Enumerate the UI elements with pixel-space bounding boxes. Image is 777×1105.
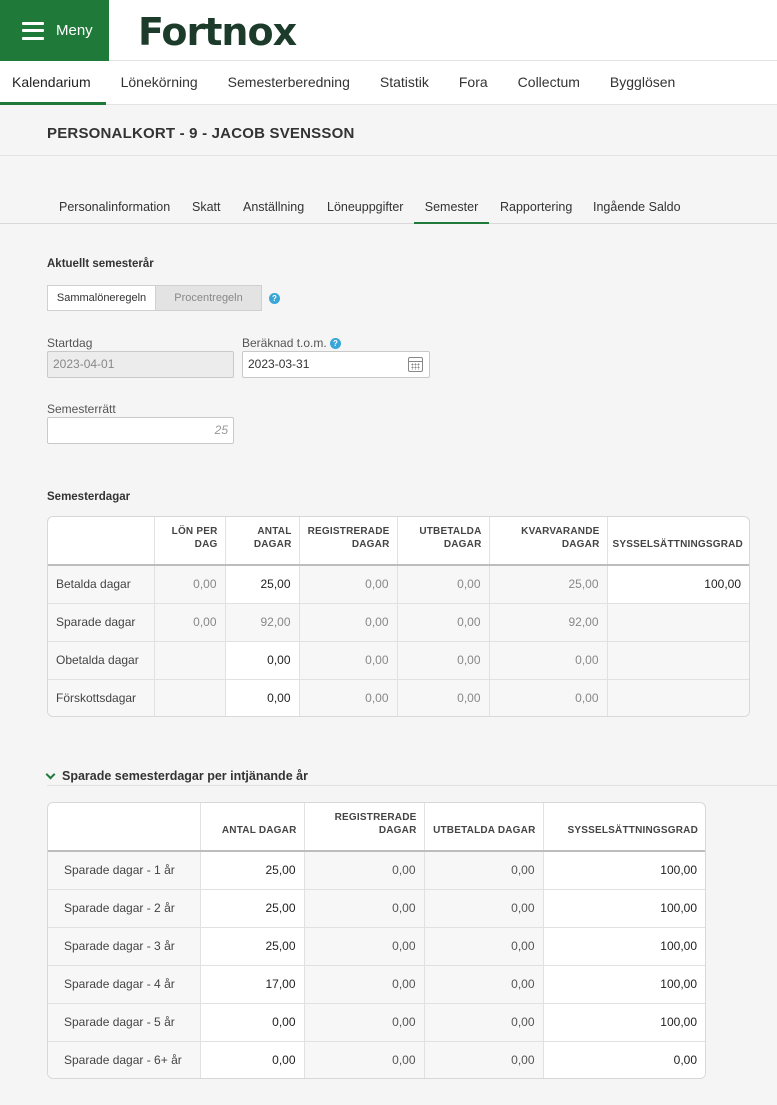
tab-loneuppgifter[interactable]: Löneuppgifter <box>327 200 404 214</box>
table-row <box>48 1041 705 1079</box>
row-label: Förskottsdagar <box>48 679 154 717</box>
cell: 0,00 <box>304 927 424 965</box>
tab-personalinformation[interactable]: Personalinformation <box>59 200 171 214</box>
cell <box>607 679 749 717</box>
chevron-down-icon <box>46 769 56 779</box>
saved-days-heading: Sparade semesterdagar per intjänande år <box>62 769 308 783</box>
calendar-icon[interactable] <box>408 357 423 372</box>
cell: 25,00 <box>489 565 607 603</box>
cell-input[interactable]: 0,00 <box>543 1041 705 1079</box>
cell: 0,00 <box>397 603 489 641</box>
col-header <box>48 803 200 851</box>
row-label: Obetalda dagar <box>48 641 154 679</box>
col-header: LÖN PER DAG <box>154 517 225 565</box>
row-label: Sparade dagar - 3 år <box>48 927 200 965</box>
toggle-sammaloneregeln[interactable]: Sammalöneregeln <box>47 285 156 311</box>
main-nav <box>0 61 777 105</box>
sub-tabs <box>0 193 777 224</box>
calc-date-field[interactable] <box>242 351 430 378</box>
cell <box>607 641 749 679</box>
cell: 0,00 <box>299 603 397 641</box>
entitlement-field[interactable]: 25 <box>47 417 234 444</box>
cell: 0,00 <box>299 679 397 717</box>
table-row <box>48 641 749 679</box>
row-label: Sparade dagar - 5 år <box>48 1003 200 1041</box>
tab-semester[interactable]: Semester <box>414 193 489 224</box>
cell-input[interactable]: 100,00 <box>543 851 705 889</box>
table-row <box>48 889 705 927</box>
col-header: REGISTRERADE DAGAR <box>299 517 397 565</box>
table-row <box>48 603 749 641</box>
menu-button[interactable] <box>0 0 109 61</box>
cell <box>154 641 225 679</box>
cell <box>607 603 749 641</box>
row-label: Sparade dagar - 6+ år <box>48 1041 200 1079</box>
row-label: Sparade dagar - 4 år <box>48 965 200 1003</box>
col-header: KVARVARANDE DAGAR <box>489 517 607 565</box>
tab-rapportering[interactable]: Rapportering <box>500 200 573 214</box>
cell-input[interactable]: 0,00 <box>225 679 299 717</box>
cell: 0,00 <box>299 565 397 603</box>
start-date-field: 2023-04-01 <box>47 351 234 378</box>
cell: 0,00 <box>424 1041 543 1079</box>
cell-input[interactable]: 17,00 <box>200 965 304 1003</box>
col-header: UTBETALDA DAGAR <box>424 803 543 851</box>
table-row <box>48 927 705 965</box>
cell-input[interactable]: 100,00 <box>543 965 705 1003</box>
cell: 0,00 <box>304 965 424 1003</box>
question-icon[interactable]: ? <box>330 338 341 349</box>
cell: 0,00 <box>154 565 225 603</box>
cell <box>154 679 225 717</box>
tab-anstallning[interactable]: Anställning <box>243 200 305 214</box>
vacation-days-heading: Semesterdagar <box>47 491 131 503</box>
cell-input[interactable]: 25,00 <box>200 851 304 889</box>
table-row <box>48 1003 705 1041</box>
cell-input[interactable]: 0,00 <box>225 641 299 679</box>
cell: 0,00 <box>154 603 225 641</box>
hamburger-icon <box>22 22 44 40</box>
top-bar <box>0 0 777 61</box>
col-header: ANTAL DAGAR <box>225 517 299 565</box>
row-label: Sparade dagar - 2 år <box>48 889 200 927</box>
col-header: UTBETALDA DAGAR <box>397 517 489 565</box>
nav-lonekorning[interactable]: Lönekörning <box>120 74 198 90</box>
calc-label: Beräknad t.o.m. <box>242 336 327 350</box>
divider <box>47 785 777 786</box>
cell: 92,00 <box>225 603 299 641</box>
nav-bygglosen[interactable]: Bygglösen <box>609 74 676 90</box>
cell-input[interactable]: 25,00 <box>225 565 299 603</box>
cell-input[interactable]: 100,00 <box>543 889 705 927</box>
col-header: ANTAL DAGAR <box>200 803 304 851</box>
cell: 0,00 <box>304 1003 424 1041</box>
question-icon[interactable]: ? <box>269 293 280 304</box>
col-header: SYSSELSÄTTNINGSGRAD <box>607 517 749 565</box>
tab-skatt[interactable]: Skatt <box>192 200 221 214</box>
cell: 0,00 <box>424 965 543 1003</box>
fortnox-logo[interactable]: Fortnox <box>138 10 297 54</box>
nav-fora[interactable]: Fora <box>458 74 488 90</box>
cell-input[interactable]: 0,00 <box>200 1003 304 1041</box>
cell: 0,00 <box>397 679 489 717</box>
row-label: Sparade dagar - 1 år <box>48 851 200 889</box>
col-header: REGISTRERADE DAGAR <box>304 803 424 851</box>
table-row <box>48 851 705 889</box>
cell: 0,00 <box>299 641 397 679</box>
table-row <box>48 965 705 1003</box>
col-header: SYSSELSÄTTNINGSGRAD <box>543 803 705 851</box>
cell: 0,00 <box>304 851 424 889</box>
col-header <box>48 517 154 565</box>
tab-ingaende-saldo[interactable]: Ingående Saldo <box>593 200 681 214</box>
menu-label: Meny <box>56 22 93 39</box>
cell: 0,00 <box>424 1003 543 1041</box>
page-title: PERSONALKORT - 9 - JACOB SVENSSON <box>47 125 355 142</box>
nav-semesterberedning[interactable]: Semesterberedning <box>227 74 350 90</box>
cell-input[interactable]: 100,00 <box>543 1003 705 1041</box>
cell: 0,00 <box>424 927 543 965</box>
cell: 0,00 <box>304 1041 424 1079</box>
saved-days-table <box>47 802 706 1079</box>
nav-collectum[interactable]: Collectum <box>517 74 580 90</box>
row-label: Sparade dagar <box>48 603 154 641</box>
content-area <box>0 157 777 1105</box>
nav-statistik[interactable]: Statistik <box>379 74 429 90</box>
rule-toggle <box>47 285 262 311</box>
cell: 0,00 <box>397 641 489 679</box>
cell: 0,00 <box>489 641 607 679</box>
saved-days-toggle[interactable] <box>47 769 308 783</box>
cell: 0,00 <box>397 565 489 603</box>
table-row <box>48 565 749 603</box>
cell-input[interactable]: 25,00 <box>200 927 304 965</box>
cell: 0,00 <box>424 889 543 927</box>
cell-input[interactable]: 100,00 <box>607 565 749 603</box>
entitlement-label: Semesterrätt <box>47 402 116 416</box>
nav-kalendarium[interactable]: Kalendarium <box>0 61 106 105</box>
vacation-days-table <box>47 516 750 717</box>
cell-input[interactable]: 0,00 <box>200 1041 304 1079</box>
cell-input[interactable]: 100,00 <box>543 927 705 965</box>
cell: 0,00 <box>304 889 424 927</box>
start-label: Startdag <box>47 336 93 350</box>
toggle-procentregeln[interactable]: Procentregeln <box>156 285 262 311</box>
calc-date-value: 2023-03-31 <box>248 357 310 371</box>
current-year-heading: Aktuellt semesterår <box>47 258 154 270</box>
table-row <box>48 679 749 717</box>
cell: 0,00 <box>424 851 543 889</box>
cell: 0,00 <box>489 679 607 717</box>
row-label: Betalda dagar <box>48 565 154 603</box>
cell-input[interactable]: 25,00 <box>200 889 304 927</box>
cell: 92,00 <box>489 603 607 641</box>
title-bar <box>0 105 777 156</box>
